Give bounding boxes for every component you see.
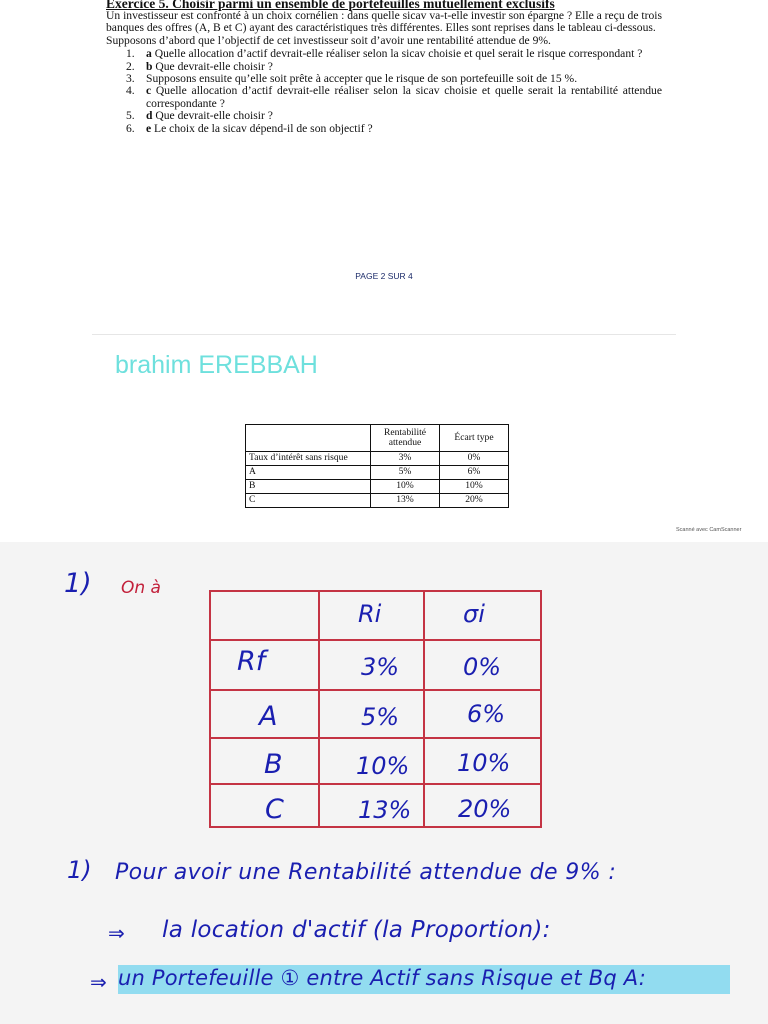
hw-line2: la location d'actif (la Proportion): [162,917,551,943]
hw-row-label: A [259,701,278,732]
table-cell: 3% [371,452,440,466]
hw-cell: 10% [356,752,410,780]
hw-cell: 6% [467,700,506,728]
table-cell: 5% [371,466,440,480]
hw-header-sigma: σi [463,600,485,628]
table-cell: A [246,466,371,480]
table-cell: 0% [440,452,509,466]
question-item: 3. Supposons ensuite qu’elle soit prête à accepter que le risque de son portefeuille soit de 15 %. [126,72,578,86]
question-list [106,48,662,135]
question-item: 2. b Que devrait-elle choisir ? [126,59,273,73]
table-cell: 20% [440,494,509,508]
question-item: 6. e Le choix de la sicav dépend-il de son objectif ? [126,121,373,135]
table-header-row [246,425,509,452]
hw-cell: 13% [358,796,412,824]
question-item: 4. c Quelle allocation d’actif devrait-elle réaliser selon la sicav choisie et quelle serait la rentabilité attendue correspondante ? [126,84,662,110]
table-cell: 10% [371,480,440,494]
page-number: PAGE 2 SUR 4 [355,271,413,281]
hw-cell: 5% [361,703,400,731]
hw-line3: un Portefeuille ① entre Actif sans Risque et Bq A: [118,966,646,990]
hw-line1: Pour avoir une Rentabilité attendue de 9% : [115,860,617,885]
table-cell: Taux d’intérêt sans risque [246,452,371,466]
table-header-cell [246,425,371,452]
data-table [245,424,509,508]
hw-answer-number: 1) [64,568,92,599]
divider [92,334,676,335]
question-item: 5. d Que devrait-elle choisir ? [126,109,273,123]
table-row [246,480,509,494]
scanner-watermark: Scanné avec CamScanner [676,527,742,533]
table-header-cell: Écart type [440,425,509,452]
table-cell: C [246,494,371,508]
printed-page [0,0,768,335]
hw-table [209,590,542,828]
hw-cell: 3% [361,653,400,681]
hw-line1-number: 1) [67,856,92,884]
exercise-intro: Un investisseur est confronté à un choix cornélien : dans quelle sicav va-t-elle investir son épargne ? Elle a reçu de trois banques des offres (A, B et C) ayant des caractéristiques très différentes. Elles sont reprises dans le tableau ci-dessous. [106,9,662,35]
hw-header-ri: Ri [358,600,382,628]
hw-on-a: On à [121,578,161,598]
table-row [246,452,509,466]
table-row [246,466,509,480]
hw-row-label: C [265,794,284,825]
hw-cell: 20% [458,795,512,823]
question-item: 1. a Quelle allocation d’actif devrait-elle réaliser selon la sicav choisie et quel serait le risque correspondant ? [126,47,643,61]
exercise-title: Exercice 5. Choisir parmi un ensemble de portefeuilles mutuellement exclusifs [106,0,555,11]
hw-cell: 10% [457,749,511,777]
exercise-supposition: Supposons d’abord que l’objectif de cet investisseur soit d’avoir une rentabilité attendue de 9%. [106,33,551,47]
table-row [246,494,509,508]
hw-row-label: Rf [237,646,266,677]
table-cell: 13% [371,494,440,508]
table-header-cell: Rentabilité attendue [371,425,440,452]
hw-row-label: B [264,749,283,780]
table-cell: B [246,480,371,494]
hw-implies-arrow: ⇒ [90,970,107,994]
hw-cell: 0% [463,653,502,681]
table-cell: 6% [440,466,509,480]
exercise-block [106,0,662,135]
table-cell: 10% [440,480,509,494]
hw-implies-arrow: ⇒ [108,921,125,945]
author-name: brahim EREBBAH [115,351,318,379]
